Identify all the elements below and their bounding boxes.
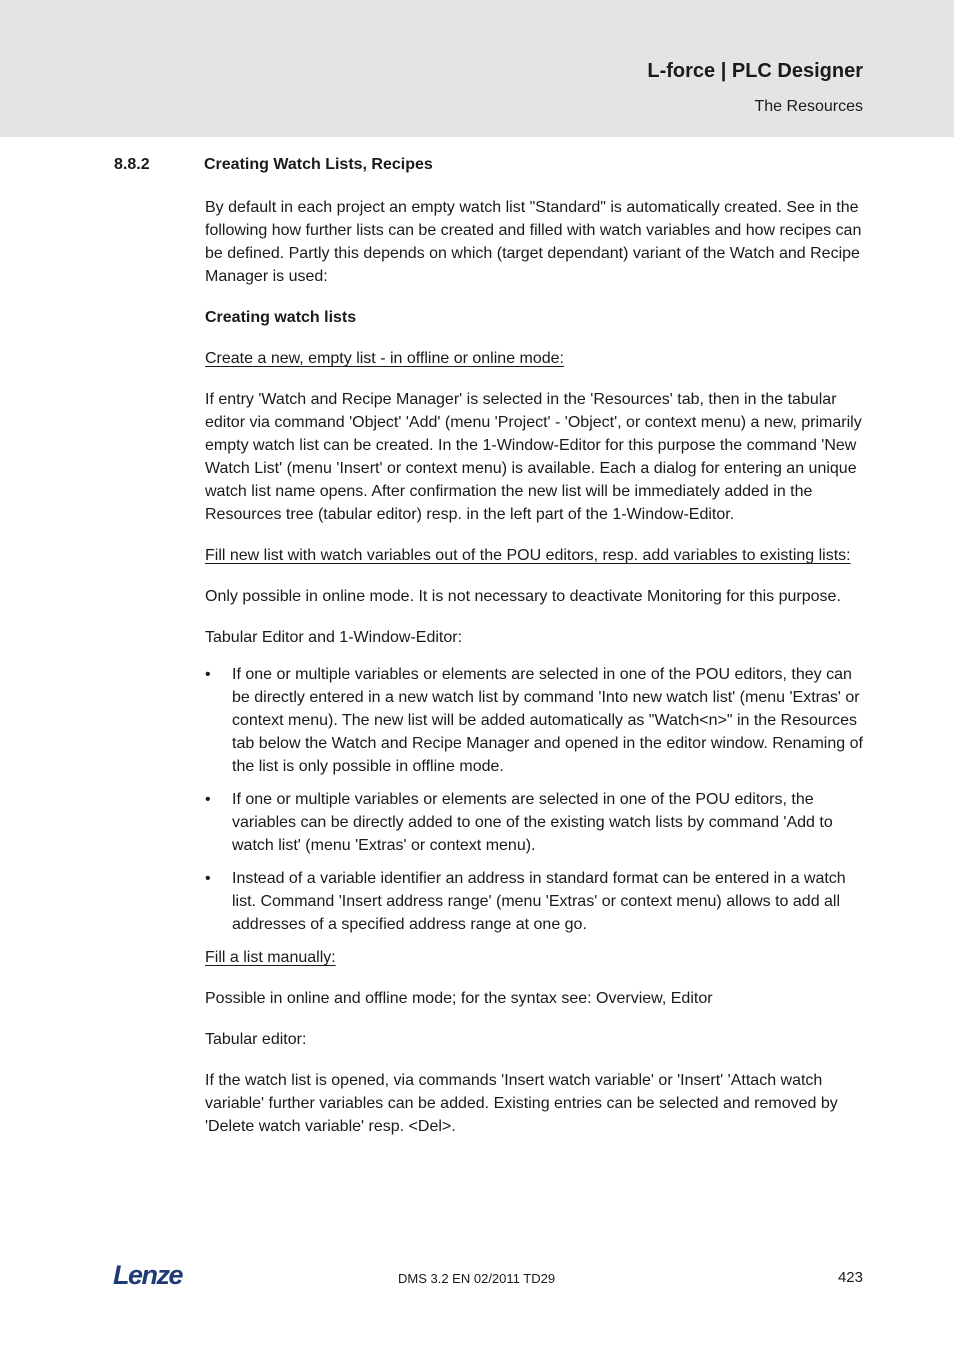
manual-fill-paragraph: Possible in online and offline mode; for the syntax see: Overview, Editor [205, 990, 713, 1007]
create-list-paragraph: If entry 'Watch and Recipe Manager' is selected in the 'Resources' tab, then in the tabular editor via command 'Object' 'Add' (menu 'Project' - 'Object', or context menu) a new, primarily empty watch list can be created. In the 1-Window-Editor for this purpose the command 'New Watch List' (menu 'Insert' or context menu) is available. Each a dialog for entering an unique watch list name opens. After confirmation the new list will be immediately added in the Resources tree (tabular editor) resp. in the left part of the 1-Window-Editor. [205, 391, 862, 523]
subheading-watch-lists: Creating watch lists [205, 309, 357, 326]
lenze-logo: Lenze [113, 1260, 183, 1290]
bullet-list [205, 663, 865, 936]
fill-list-paragraph: Only possible in online mode. It is not necessary to deactivate Monitoring for this purpose. [205, 588, 841, 605]
tabular-1window-label: Tabular Editor and 1-Window-Editor: [205, 629, 463, 646]
page-header [0, 0, 954, 137]
section-heading [114, 156, 433, 174]
section-number: 8.8.2 [114, 156, 150, 173]
list-item: • If one or multiple variables or elements are selected in one of the POU editors, the variables can be directly added to one of the existing watch lists by command 'Add to watch list' (menu 'Extras' or context menu). [205, 788, 865, 857]
list-item: • If one or multiple variables or elements are selected in one of the POU editors, they can be directly entered in a new watch list by command 'Into new watch list' (menu 'Extras' or context menu). The new list will be added automatically as "Watch<n>" in the Resources tab below the Watch and Recipe Manager and opened in the editor window. Renaming of the list is only possible in offline mode. [205, 663, 865, 778]
create-list-heading: Create a new, empty list - in offline or online mode: [205, 350, 564, 367]
section-title: Creating Watch Lists, Recipes [204, 156, 433, 173]
manual-fill-heading: Fill a list manually: [205, 949, 336, 966]
final-paragraph: If the watch list is opened, via commands 'Insert watch variable' or 'Insert' 'Attach watch variable' further variables can be added. Existing entries can be selected and removed by 'Delete watch variable' resp. <Del>. [205, 1072, 838, 1135]
header-title: L-force | PLC Designer [647, 60, 863, 82]
bullet-icon: • [205, 791, 211, 808]
fill-list-heading: Fill new list with watch variables out of the POU editors, resp. add variables to existing lists: [205, 547, 851, 564]
header-subtitle: The Resources [754, 98, 863, 115]
document-id: DMS 3.2 EN 02/2011 TD29 [398, 1271, 556, 1286]
page-number: 423 [837, 1269, 863, 1286]
intro-paragraph: By default in each project an empty watch list "Standard" is automatically created. See in the following how further lists can be created and filled with watch variables and how recipes can be defined. Partly this depends on which (target dependant) variant of the Watch and Recipe Manager is used: [205, 199, 862, 285]
main-content [205, 196, 865, 1156]
list-item: • Instead of a variable identifier an address in standard format can be entered in a watch list. Command 'Insert address range' (menu 'Extras' or context menu) allows to add all addresses of a specified address range at one go. [205, 867, 865, 936]
bullet-icon: • [205, 870, 211, 887]
bullet-icon: • [205, 666, 211, 683]
tabular-editor-label: Tabular editor: [205, 1031, 307, 1048]
